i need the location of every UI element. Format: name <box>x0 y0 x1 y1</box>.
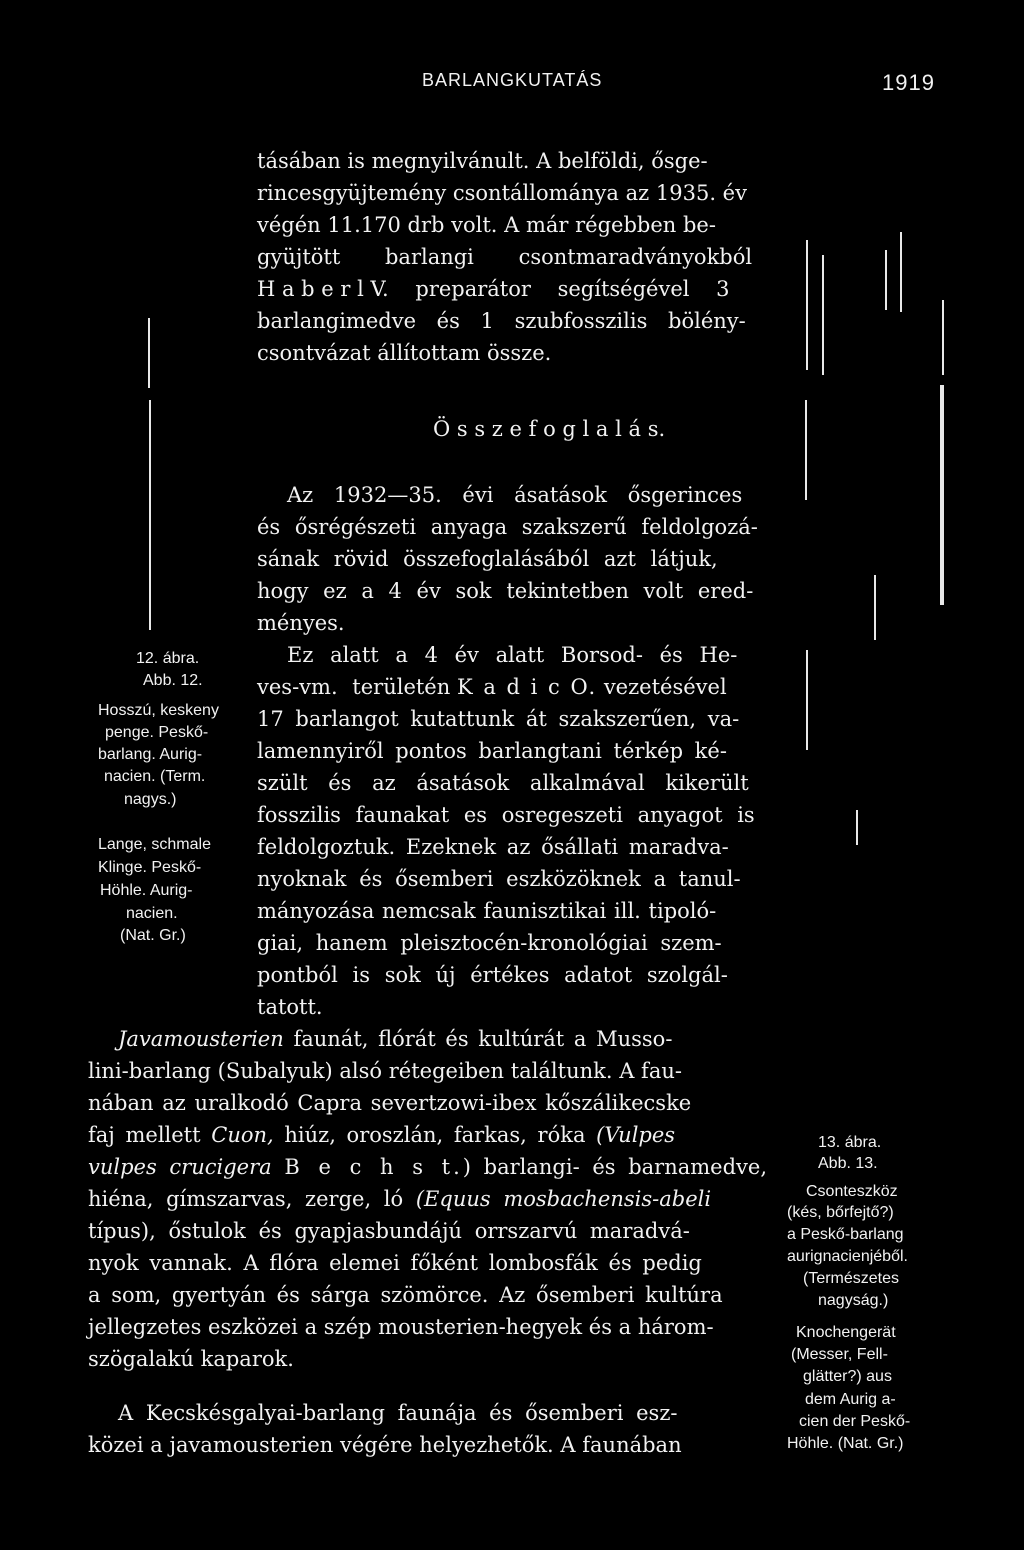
italic-term: (Vulpes <box>596 1123 676 1147</box>
text-line: a som, gyertyán és sárga szömörce. Az ősemberi kultúra <box>88 1283 723 1307</box>
text-line: Ez alatt a 4 év alatt Borsod- és He- <box>287 643 738 667</box>
text-span: hiúz, oroszlán, farkas, róka <box>284 1123 586 1147</box>
text-line: és ősrégészeti anyaga szakszerű feldolgozá- <box>257 515 758 539</box>
text-line: mányozása nemcsak faunisztikai ill. tipoló- <box>257 899 717 923</box>
caption-line: dem Aurig a- <box>805 1391 896 1408</box>
text-line <box>257 278 730 300</box>
text-span: vezetésével <box>603 675 727 699</box>
text-line: szögalakú kaparok. <box>88 1347 294 1371</box>
text-line: hogy ez a 4 év sok tekintetben volt ered- <box>257 579 754 603</box>
text-line: csontvázat állítottam össze. <box>257 341 552 365</box>
text-line: szült és az ásatások alkalmával kikerült <box>257 771 749 795</box>
text-line <box>88 1156 767 1178</box>
text-span: V. preparátor segítségével 3 <box>370 277 730 301</box>
text-line: giai, hanem pleisztocén-kronológiai szem- <box>257 931 722 955</box>
text-line: tásában is megnyilvánult. A belföldi, ősge- <box>257 149 708 173</box>
italic-term: vulpes crucigera <box>88 1155 272 1179</box>
caption-line: cien der Peskő- <box>799 1413 911 1430</box>
caption-line: Höhle. Aurig- <box>100 882 193 899</box>
caption-line: penge. Peskő- <box>105 724 209 741</box>
text-span: ) barlangi- és barnamedve, <box>462 1155 768 1179</box>
author-name: B e c h s t. <box>284 1155 463 1179</box>
text-line: 17 barlangot kutattunk át szakszerűen, va- <box>257 707 740 731</box>
caption-line: aurignacienjéből. <box>787 1248 908 1265</box>
text-line: nyok vannak. A flóra elemei főként lombosfák és pedig <box>88 1251 702 1275</box>
text-line <box>118 1028 672 1050</box>
caption-line: barlang. Aurig- <box>98 746 203 763</box>
text-line: A Kecskésgalyai-barlang faunája és ősemberi esz- <box>118 1401 678 1425</box>
italic-term: Javamousterien <box>118 1027 284 1051</box>
text-line: lini-barlang (Subalyuk) alsó rétegeiben találtunk. A fau- <box>88 1059 682 1083</box>
author-name: H a b e r l <box>257 277 364 301</box>
text-line: típus), őstulok és gyapjasbundájú orrszarvú maradvá- <box>88 1219 690 1243</box>
caption-line: 12. ábra. <box>136 650 200 667</box>
text-line: jellegzetes eszközei a szép mousterien-hegyek és a három- <box>88 1315 714 1339</box>
text-span: hiéna, gímszarvas, zerge, ló <box>88 1187 404 1211</box>
caption-line: (Messer, Fell- <box>791 1346 888 1363</box>
author-name: K a d i c O. <box>456 675 598 699</box>
text-line: barlangimedve és 1 szubfosszilis bölény- <box>257 309 746 333</box>
caption-line: a Peskő-barlang <box>787 1226 904 1243</box>
caption-line: Knochengerät <box>796 1324 896 1341</box>
caption-line: nagys.) <box>124 791 177 808</box>
text-span: faunát, flórát és kultúrát a Musso- <box>293 1027 673 1051</box>
text-line: lamennyiről pontos barlangtani térkép ké- <box>257 739 727 763</box>
italic-term: (Equus mosbachensis-abeli <box>415 1187 712 1211</box>
text-line: gyüjtött barlangi csontmaradványokból <box>257 245 753 269</box>
caption-line: Abb. 12. <box>143 672 203 689</box>
caption-line: Abb. 13. <box>818 1155 878 1172</box>
text-line: közei a javamousterien végére helyezhetők. A faunában <box>88 1433 682 1457</box>
caption-line: nacien. (Term. <box>104 768 206 785</box>
italic-term: Cuon, <box>211 1123 274 1147</box>
caption-line: Hosszú, keskeny <box>98 702 219 719</box>
caption-line: Klinge. Peskő- <box>98 859 202 876</box>
caption-line: (Természetes <box>803 1270 900 1287</box>
text-line: ményes. <box>257 611 345 635</box>
running-head: BARLANGKUTATÁS <box>422 70 603 90</box>
caption-line: (Nat. Gr.) <box>120 927 186 944</box>
text-line: rincesgyüjtemény csontállománya az 1935. év <box>257 181 747 205</box>
text-line: Az 1932—35. évi ásatások ősgerinces <box>287 483 743 507</box>
text-line: sának rövid összefoglalásából azt látjuk, <box>257 547 718 571</box>
caption-line: Lange, schmale <box>98 836 211 853</box>
text-line: tatott. <box>257 995 323 1019</box>
caption-line: nacien. <box>126 905 178 922</box>
text-line: fosszilis faunakat es osregeszeti anyagot is <box>257 803 755 827</box>
caption-line: (kés, bőrfejtő?) <box>787 1204 894 1221</box>
section-heading: Ö s s z e f o g l a l á s. <box>433 417 666 441</box>
caption-line: 13. ábra. <box>818 1134 882 1151</box>
text-line <box>88 1188 711 1210</box>
text-line: végén 11.170 drb volt. A már régebben be- <box>257 213 716 237</box>
text-line: nában az uralkodó Capra severtzowi-ibex kőszálikecske <box>88 1091 692 1115</box>
caption-line: glätter?) aus <box>803 1368 892 1385</box>
text-span: faj mellett <box>88 1123 201 1147</box>
caption-line: Höhle. (Nat. Gr.) <box>787 1435 904 1452</box>
text-line <box>257 676 727 698</box>
text-line: pontból is sok új értékes adatot szolgál- <box>257 963 728 987</box>
page-number: 1919 <box>882 70 935 95</box>
text-line: feldolgoztuk. Ezeknek az ősállati maradva- <box>257 835 729 859</box>
text-span: ves-vm. területén <box>257 675 451 699</box>
caption-line: Csonteszköz <box>806 1183 898 1200</box>
text-line: nyoknak és ősemberi eszközöknek a tanul- <box>257 867 741 891</box>
caption-line: nagyság.) <box>818 1292 889 1309</box>
text-line <box>88 1124 675 1146</box>
